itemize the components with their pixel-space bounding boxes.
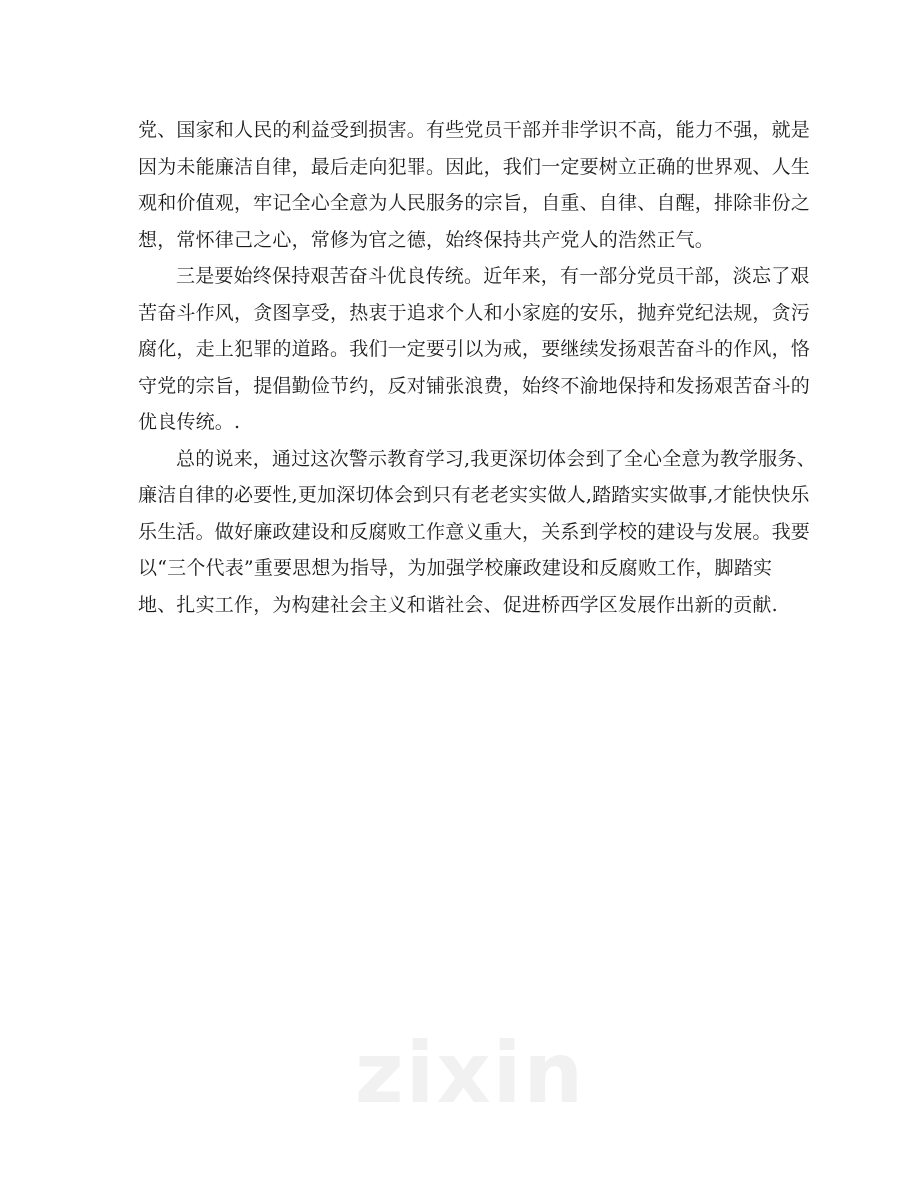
text-line: 腐化，走上犯罪的道路。我们一定要引以为戒，要继续发扬艰苦奋斗的作风，恪 <box>138 338 811 360</box>
text-line: 以“三个代表”重要思想为指导，为加强学校廉政建设和反腐败工作，脚踏实 <box>138 557 773 579</box>
watermark: zixin <box>354 1024 586 1122</box>
text-line: 地、扎实工作，为构建社会主义和谐社会、促进桥西学区发展作出新的贡献. <box>138 593 778 616</box>
text-line: 优良传统。. <box>138 411 241 433</box>
text-line: 三是要始终保持艰苦奋斗优良传统。近年来，有一部分党员干部，淡忘了艰 <box>176 265 810 287</box>
document-body <box>138 112 816 623</box>
text-line: 苦奋斗作风，贪图享受，热衷于追求个人和小家庭的安乐，抛弃党纪法规，贪污 <box>138 301 811 324</box>
text-line: 廉洁自律的必要性,更加深切体会到只有老老实实做人,踏踏实实做事,才能快快乐 <box>138 484 810 506</box>
text-line: 想，常怀律己之心，常修为官之德，始终保持共产党人的浩然正气。 <box>138 228 715 251</box>
paragraph <box>138 112 811 258</box>
text-line: 党、国家和人民的利益受到损害。有些党员干部并非学识不高，能力不强，就是 <box>138 119 811 141</box>
text-line: 乐生活。做好廉政建设和反腐败工作意义重大，关系到学校的建设与发展。我要 <box>138 520 811 543</box>
text-line: 总的说来，通过这次警示教育学习,我更深切体会到了全心全意为教学服务、 <box>176 447 816 470</box>
text-line: 因为未能廉洁自律，最后走向犯罪。因此，我们一定要树立正确的世界观、人生 <box>138 155 811 178</box>
paragraph <box>138 258 811 441</box>
text-line: 观和价值观，牢记全心全意为人民服务的宗旨，自重、自律、自醒，排除非份之 <box>138 192 811 214</box>
paragraph <box>138 441 816 624</box>
text-line: 守党的宗旨，提倡勤俭节约，反对铺张浪费，始终不渝地保持和发扬艰苦奋斗的 <box>138 374 811 397</box>
